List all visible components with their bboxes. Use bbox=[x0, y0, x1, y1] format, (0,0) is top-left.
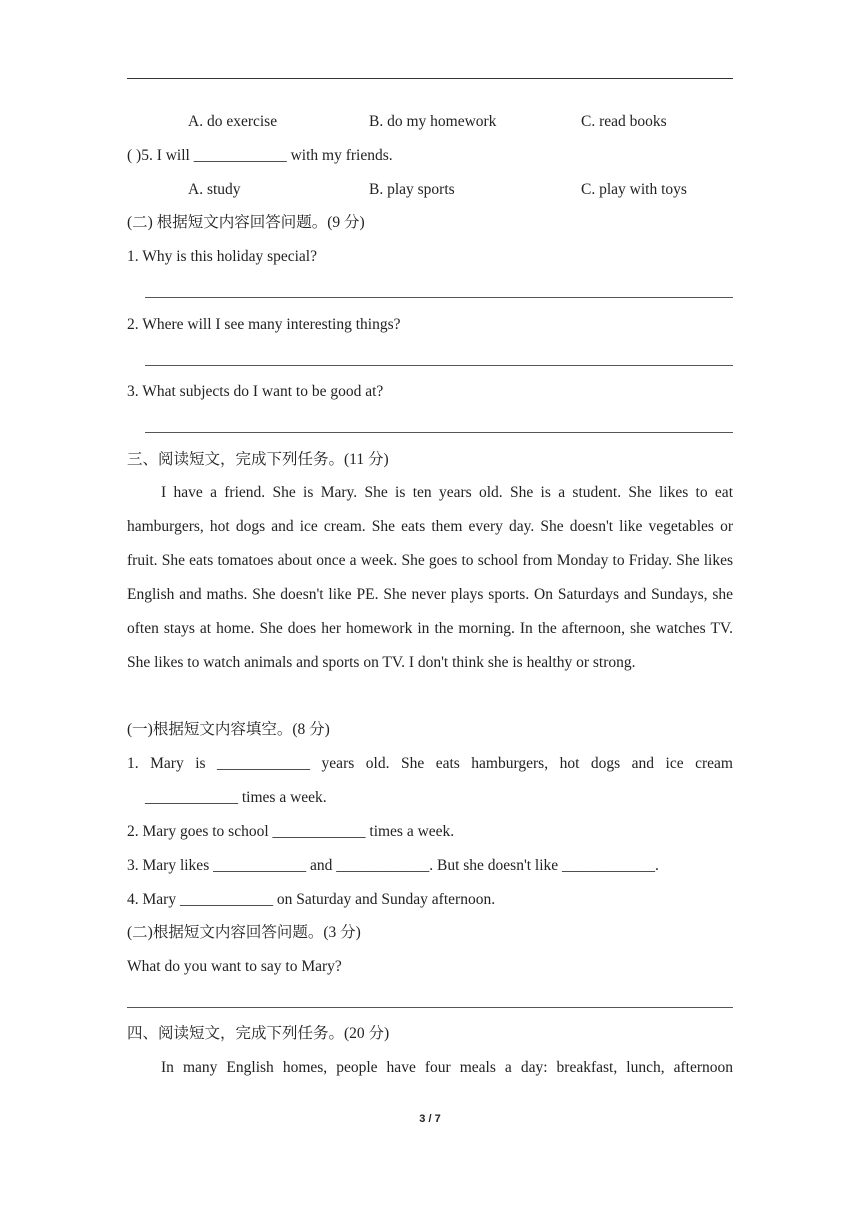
q5-option-c[interactable]: C. play with toys bbox=[581, 181, 687, 198]
q5-option-a[interactable]: A. study bbox=[188, 181, 241, 198]
top-rule bbox=[127, 78, 733, 79]
q5-option-b[interactable]: B. play sports bbox=[369, 181, 455, 198]
section3-passage-text: I have a friend. She is Mary. She is ten years old. She is a student. She likes to eat hamburgers, hot dogs and ice cream. She eats them every day. She doesn't like vegetables or fruit. She eats tomatoes about once a week. She goes to school from Monday to Friday. She likes English and maths. She doesn't like PE. She never plays sports. On Saturdays and Sundays, she often stays at home. She does her homework in the morning. In the afternoon, she watches TV. She likes to watch animals and sports on TV. I don't think she is healthy or strong. bbox=[127, 484, 733, 671]
question-1: 1. Why is this holiday special? bbox=[127, 248, 317, 265]
q5-stem: ( )5. I will ____________ with my friends. bbox=[127, 147, 393, 164]
q4-option-c[interactable]: C. read books bbox=[581, 113, 667, 130]
answer-line-2[interactable] bbox=[145, 365, 733, 366]
question-2: 2. Where will I see many interesting things? bbox=[127, 316, 401, 333]
section3-sub1-heading: (一)根据短文内容填空。(8 分) bbox=[127, 721, 330, 738]
fill-1-line2[interactable]: ____________ times a week. bbox=[145, 789, 327, 806]
answer-line-mary[interactable] bbox=[127, 1007, 733, 1008]
section3-sub2-heading: (二)根据短文内容回答问题。(3 分) bbox=[127, 924, 361, 941]
fill-3[interactable]: 3. Mary likes ____________ and ____________. But she doesn't like ____________. bbox=[127, 857, 659, 874]
answer-line-1[interactable] bbox=[145, 297, 733, 298]
section3-passage bbox=[127, 476, 733, 679]
page-number: 3 / 7 bbox=[419, 1113, 441, 1125]
section4-heading: 四、阅读短文，完成下列任务。(20 分) bbox=[127, 1025, 390, 1042]
section2-sub2-heading: (二) 根据短文内容回答问题。(9 分) bbox=[127, 214, 365, 231]
answer-line-3[interactable] bbox=[145, 432, 733, 433]
q4-option-b[interactable]: B. do my homework bbox=[369, 113, 497, 130]
section3-heading: 三、阅读短文，完成下列任务。(11 分) bbox=[127, 451, 389, 468]
section4-passage-start: In many English homes, people have four meals a day: breakfast, lunch, afternoon bbox=[161, 1059, 733, 1076]
section3-sub2-question: What do you want to say to Mary? bbox=[127, 958, 342, 975]
fill-4[interactable]: 4. Mary ____________ on Saturday and Sunday afternoon. bbox=[127, 891, 496, 908]
fill-1-line1[interactable]: 1. Mary is ____________ years old. She eats hamburgers, hot dogs and ice cream bbox=[127, 755, 733, 772]
question-3: 3. What subjects do I want to be good at? bbox=[127, 383, 384, 400]
fill-2[interactable]: 2. Mary goes to school ____________ times a week. bbox=[127, 823, 455, 840]
q4-option-a[interactable]: A. do exercise bbox=[188, 113, 278, 130]
